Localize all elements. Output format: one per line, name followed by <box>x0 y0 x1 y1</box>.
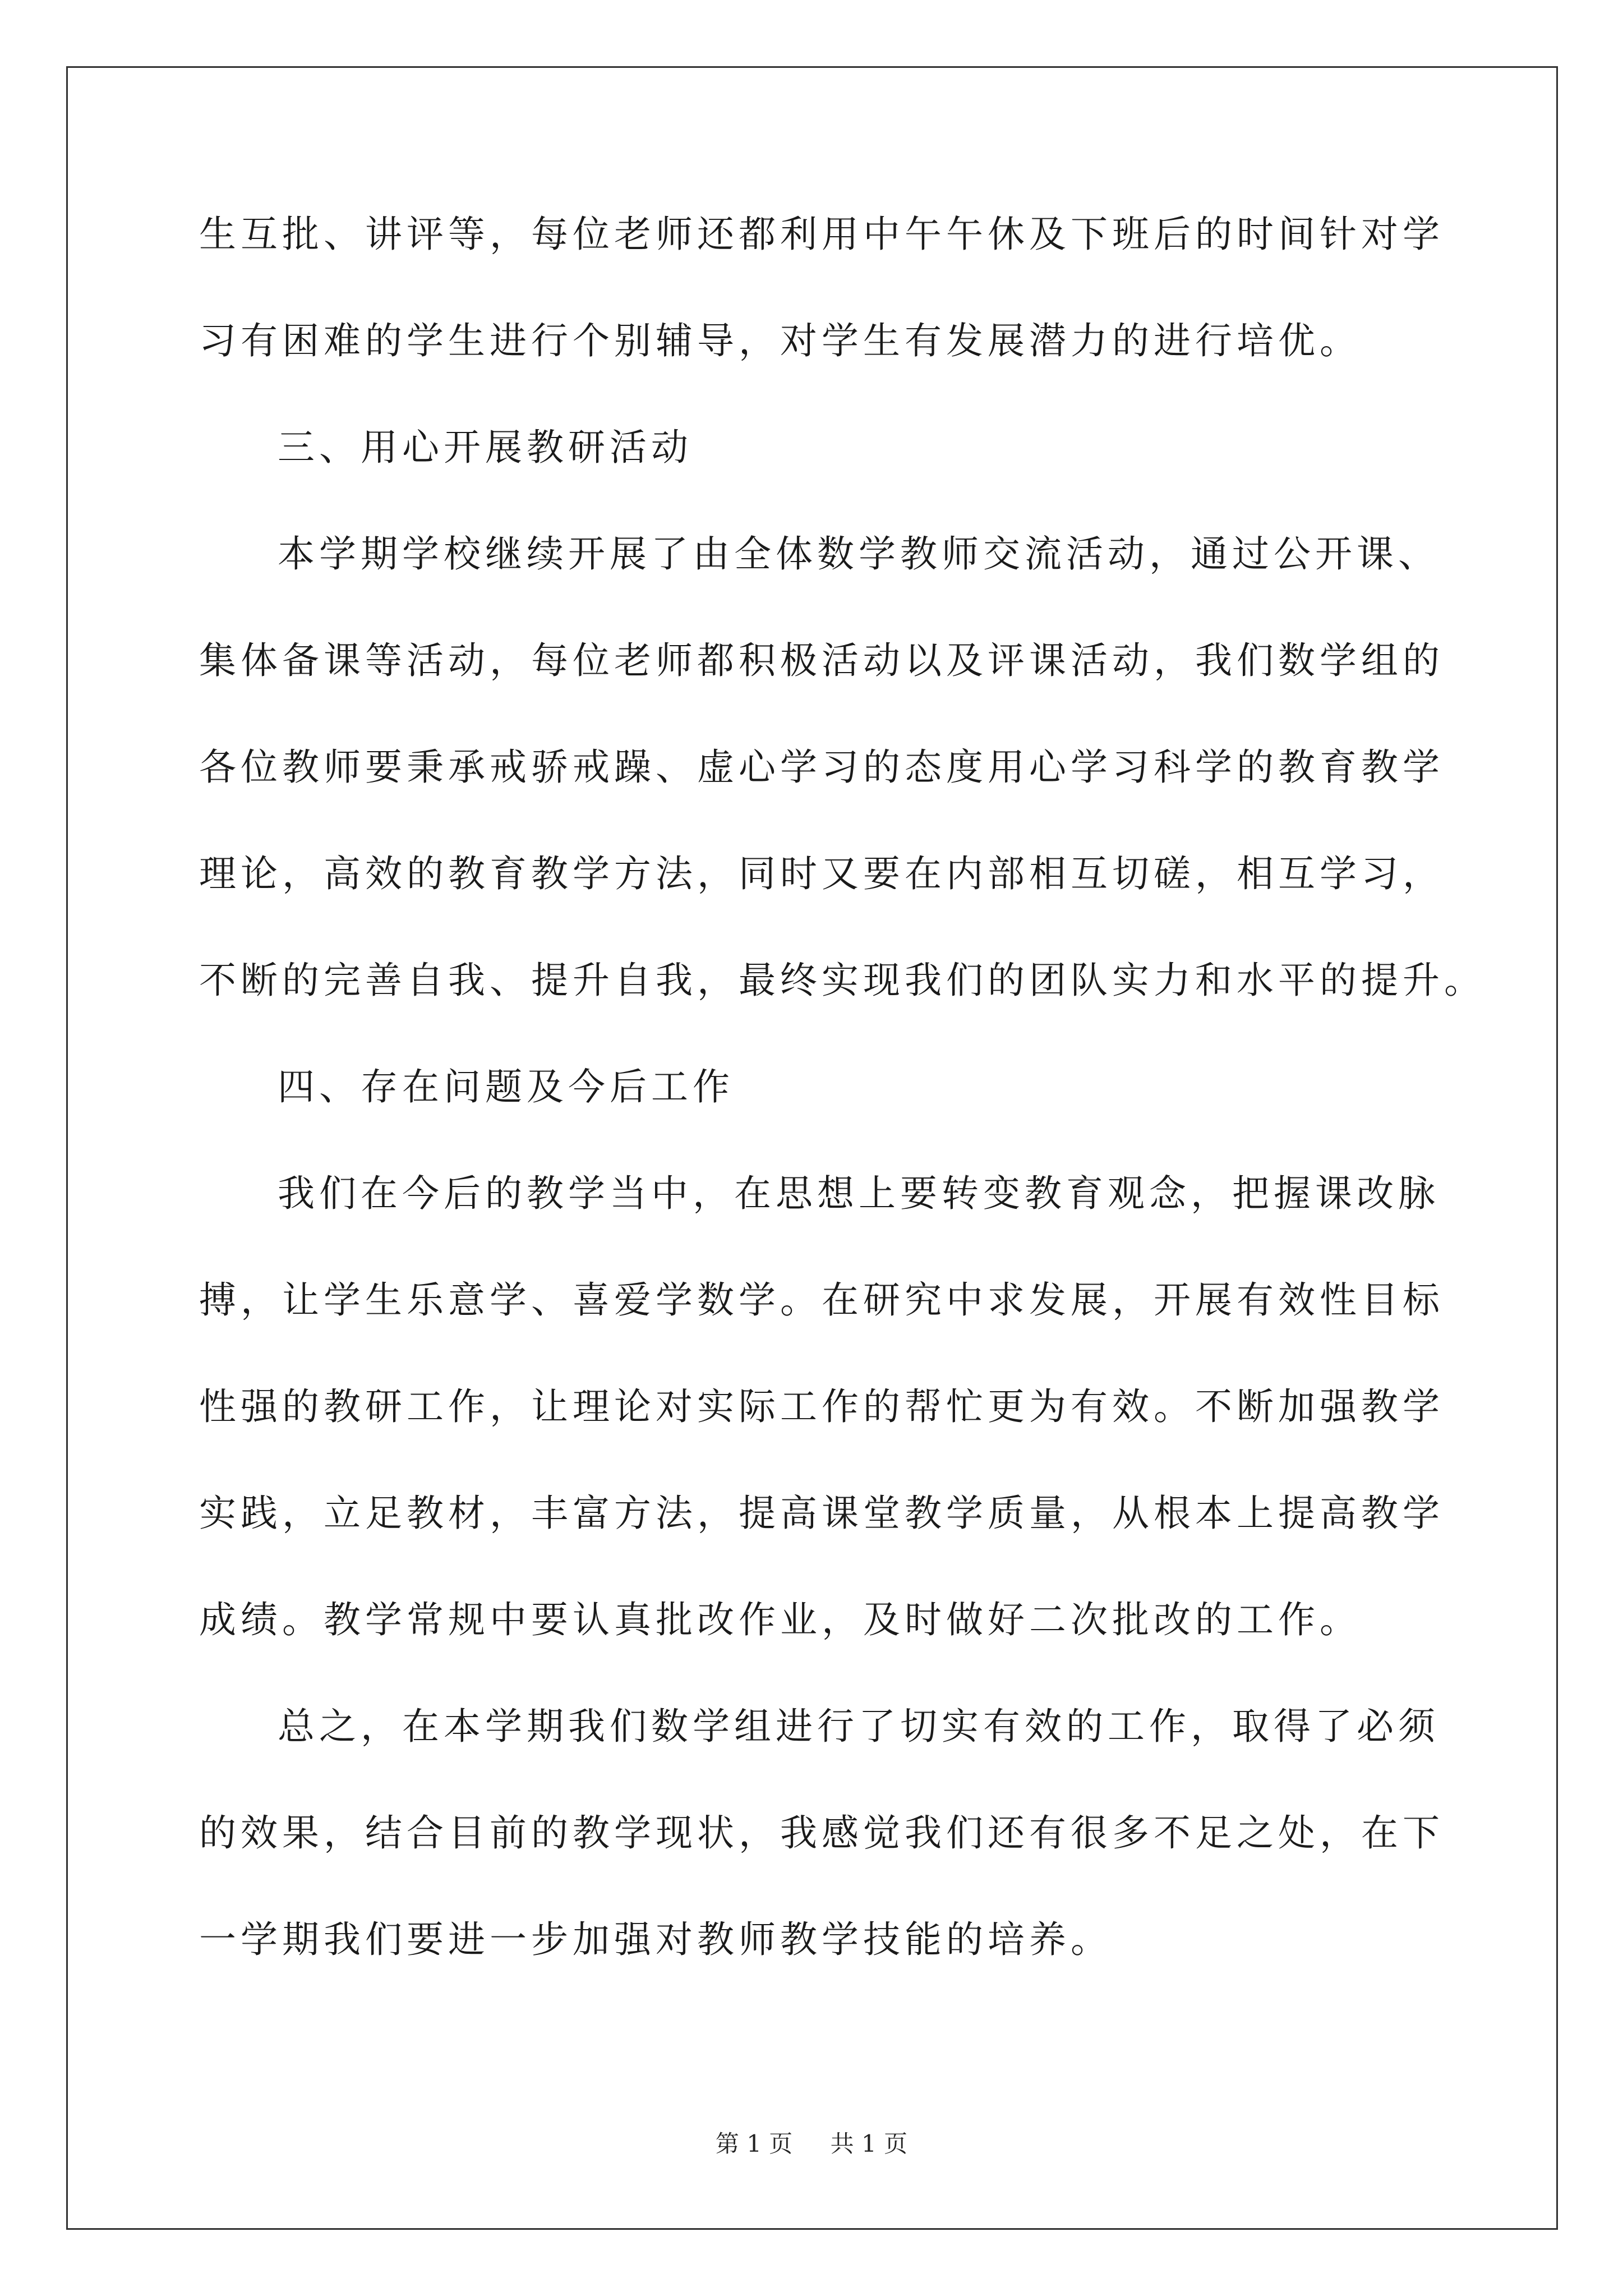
line-gap <box>199 466 1427 536</box>
page-total: 共 1 页 <box>830 2130 908 2157</box>
line-gap <box>199 1532 1427 1602</box>
line-gap <box>199 1319 1427 1388</box>
text-line: 搏，让学生乐意学、喜爱学数学。在研究中求发展，开展有效性目标 <box>199 1278 1444 1322</box>
line-gap <box>199 1212 1427 1282</box>
text-line: 生互批、讲评等，每位老师还都利用中午午休及下班后的时间针对学 <box>199 213 1444 256</box>
line-gap <box>199 786 1427 855</box>
page-number: 第 1 页 <box>715 2130 793 2157</box>
paragraph-first-line: 本学期学校继续开展了由全体数学教师交流活动，通过公开课、 <box>278 532 1440 576</box>
text-line: 不断的完善自我、提升自我，最终实现我们的团队实力和水平的提升。 <box>199 959 1486 1002</box>
line-gap <box>199 1425 1427 1495</box>
line-gap <box>199 1106 1427 1175</box>
text-line: 集体备课等活动，每位老师都积极活动以及评课活动，我们数学组的 <box>199 639 1444 682</box>
text-line: 理论，高效的教育教学方法，同时又要在内部相互切磋，相互学习， <box>199 852 1444 895</box>
line-gap <box>199 360 1427 429</box>
line-gap <box>199 999 1427 1069</box>
line-gap <box>199 892 1427 962</box>
text-line: 的效果，结合目前的教学现状，我感觉我们还有很多不足之处，在下 <box>199 1811 1444 1855</box>
text-line: 一学期我们要进一步加强对教师教学技能的培养。 <box>199 1918 1112 1961</box>
paragraph-first-line: 三、用心开展教研活动 <box>278 426 693 469</box>
page-footer <box>0 2131 1623 2157</box>
paragraph-first-line: 我们在今后的教学当中，在思想上要转变教育观念，把握课改脉 <box>278 1172 1440 1215</box>
text-line: 性强的教研工作，让理论对实际工作的帮忙更为有效。不断加强教学 <box>199 1385 1444 1428</box>
document-body <box>199 213 1486 1961</box>
paragraph-first-line: 总之，在本学期我们数学组进行了切实有效的工作，取得了必须 <box>278 1705 1440 1748</box>
line-gap <box>199 679 1427 749</box>
text-line: 成绩。教学常规中要认真批改作业，及时做好二次批改的工作。 <box>199 1598 1361 1641</box>
paragraph-first-line: 四、存在问题及今后工作 <box>278 1065 734 1108</box>
line-gap <box>199 573 1427 642</box>
text-line: 习有困难的学生进行个别辅导，对学生有发展潜力的进行培优。 <box>199 319 1361 362</box>
line-gap <box>199 253 1427 323</box>
text-line: 实践，立足教材，丰富方法，提高课堂教学质量，从根本上提高教学 <box>199 1492 1444 1535</box>
line-gap <box>199 1639 1427 1708</box>
text-line: 各位教师要秉承戒骄戒躁、虚心学习的态度用心学习科学的教育教学 <box>199 746 1444 789</box>
line-gap <box>199 1852 1427 1921</box>
line-gap <box>199 1745 1427 1815</box>
